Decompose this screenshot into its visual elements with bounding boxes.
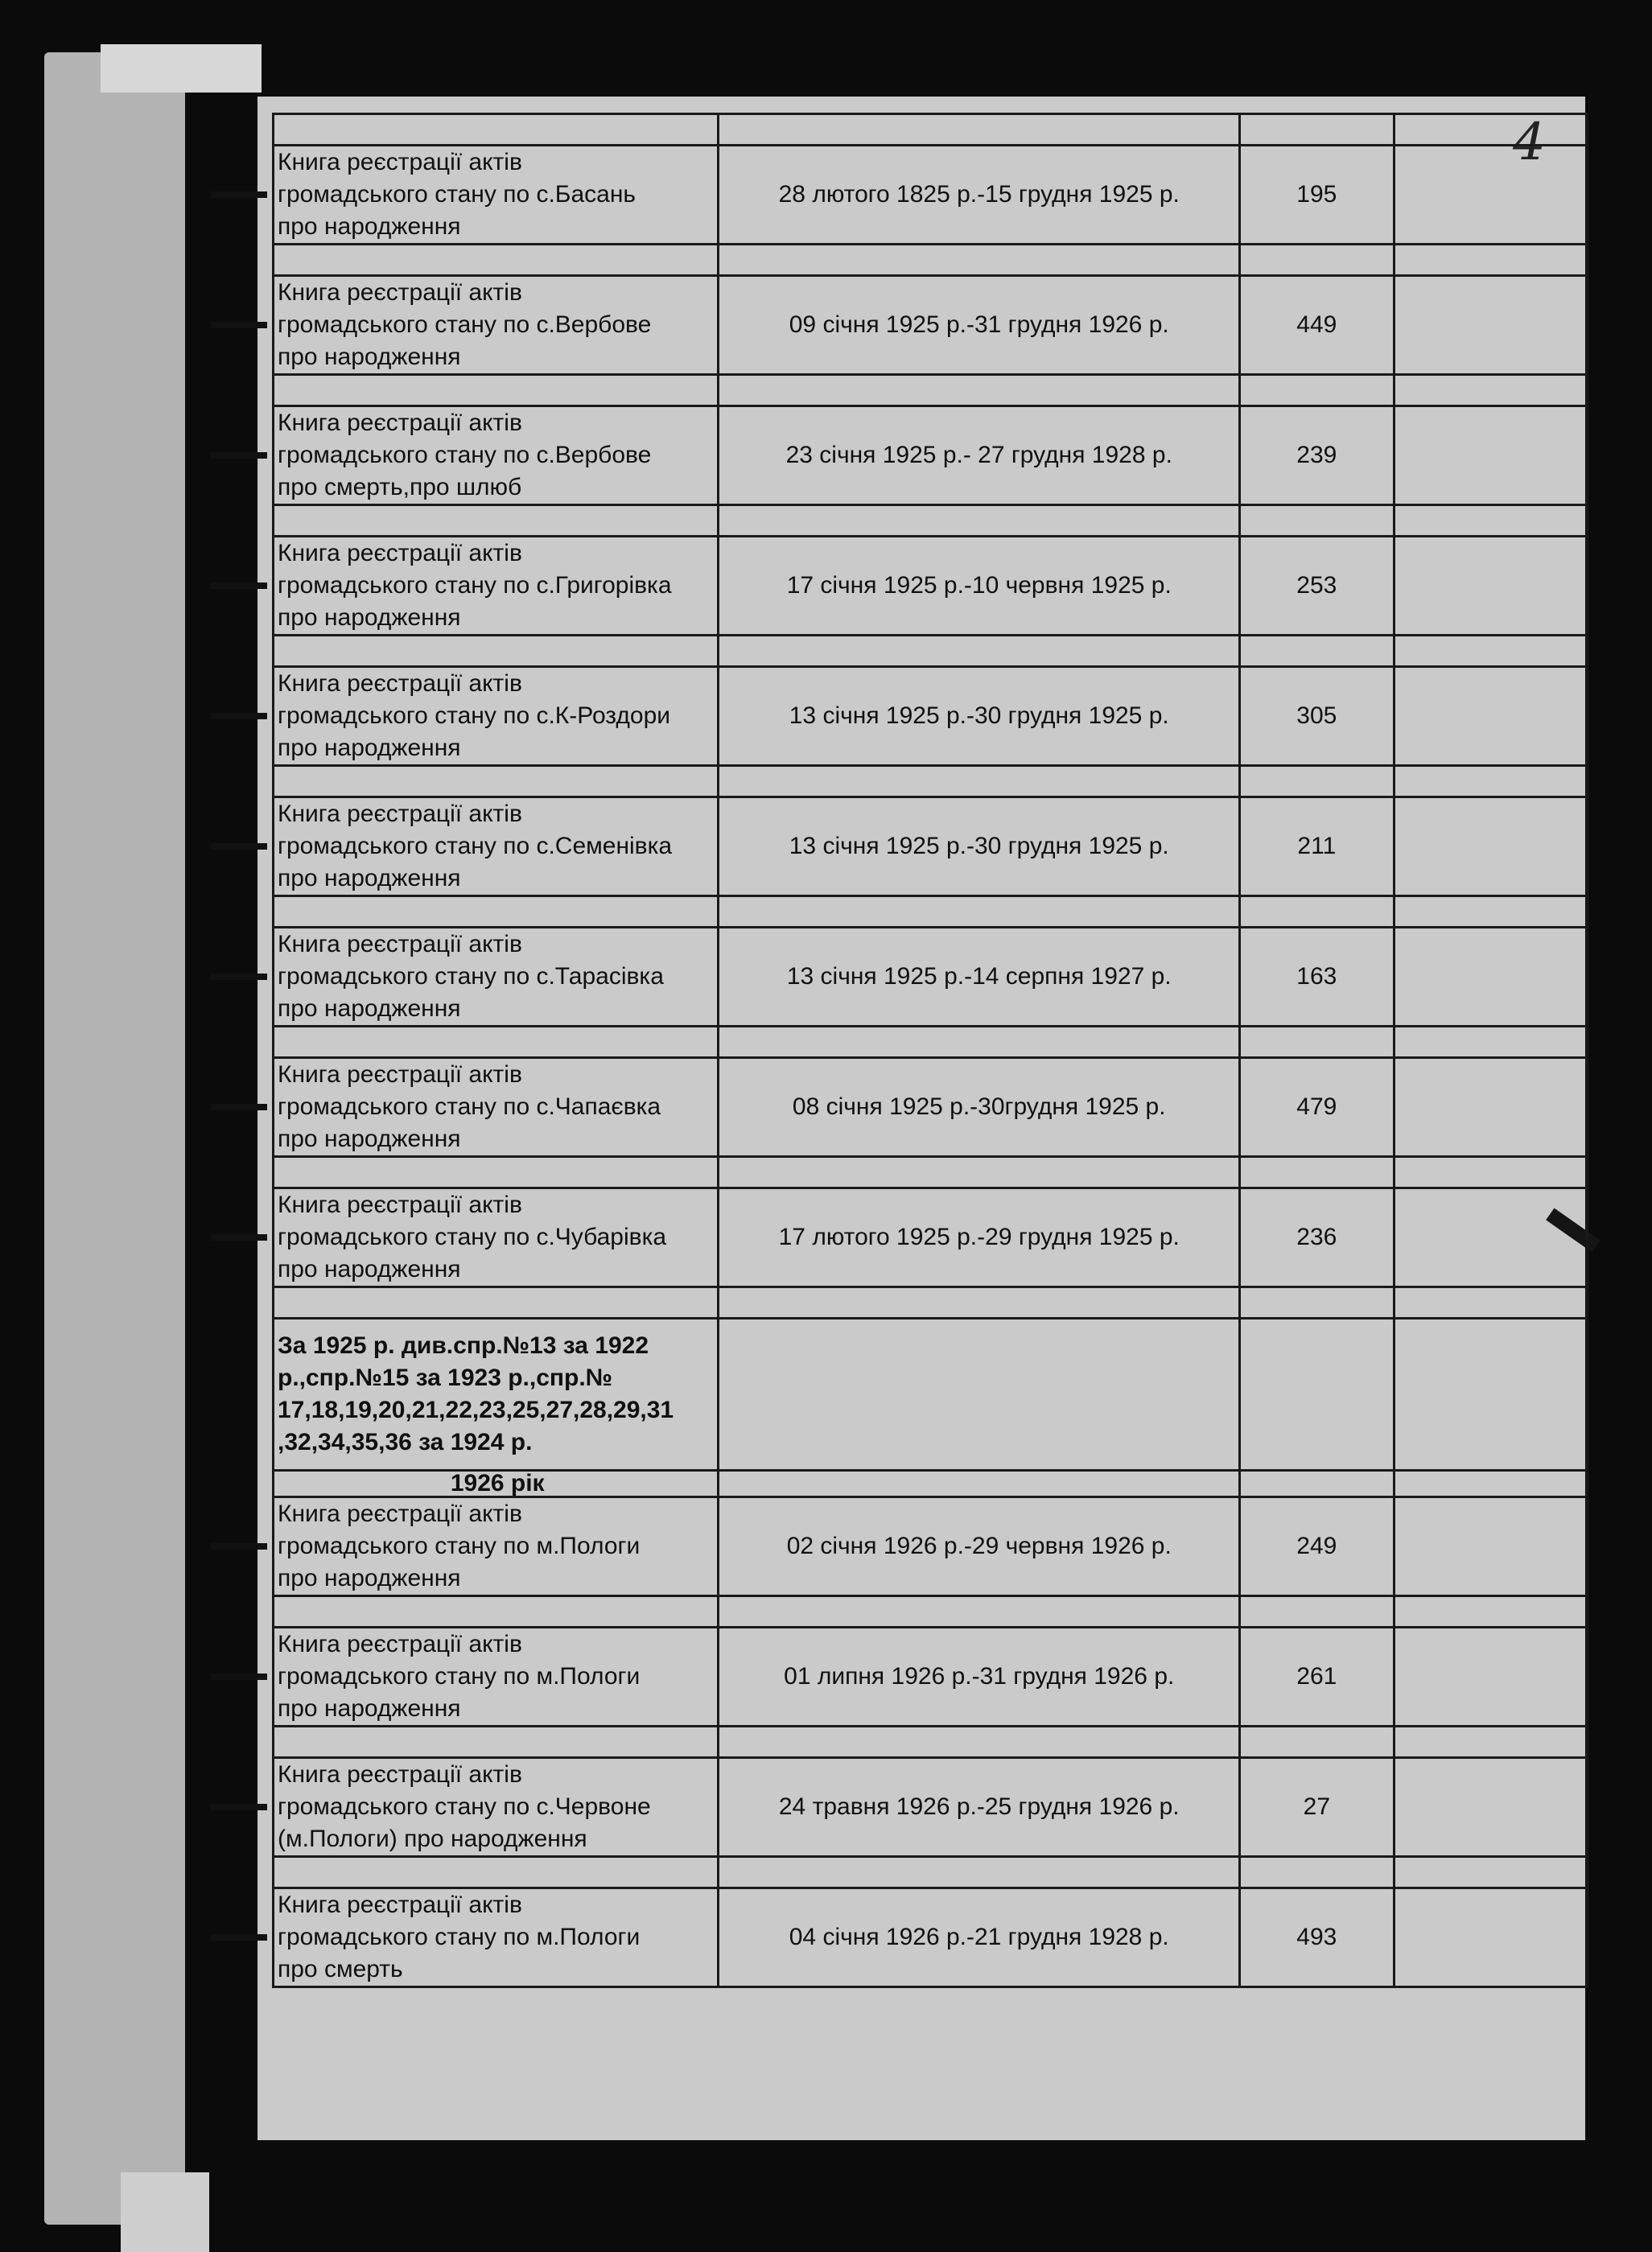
page-count: 305 — [1240, 667, 1394, 766]
rolled-document-edge — [44, 52, 185, 2225]
binding-shadow — [211, 191, 267, 198]
binding-shadow — [211, 713, 267, 719]
empty-cell — [1394, 1471, 1587, 1497]
spacer-row — [274, 114, 1588, 146]
binding-shadow — [211, 1543, 267, 1550]
binding-shadow — [211, 1804, 267, 1810]
empty-cell — [1240, 896, 1394, 928]
notes-cell — [1394, 1758, 1587, 1857]
empty-cell — [1394, 505, 1587, 537]
notes-cell — [1394, 797, 1587, 896]
empty-cell — [274, 1727, 719, 1758]
empty-cell — [274, 1027, 719, 1058]
binding-shadow — [211, 1934, 267, 1941]
empty-cell — [274, 1857, 719, 1888]
book-title: Книга реєстрації актів громадського стану по с.Вербове про народження — [274, 276, 719, 375]
book-title: Книга реєстрації актів громадського стану по с.Червоне (м.Пологи) про народження — [274, 1758, 719, 1857]
empty-cell — [1240, 1727, 1394, 1758]
empty-cell — [1394, 636, 1587, 667]
notes-cell — [1394, 928, 1587, 1027]
empty-cell — [719, 1857, 1240, 1888]
cross-reference-note: За 1925 р. див.спр.№13 за 1922 р.,спр.№15 за 1923 р.,спр.№ 17,18,19,20,21,22,23,25,27,28,29,31 ,32,34,35,36 за 1924 р. — [274, 1319, 719, 1471]
notes-cell — [1394, 146, 1587, 245]
notes-cell — [1394, 276, 1587, 375]
notes-cell — [1394, 667, 1587, 766]
empty-cell — [1240, 1319, 1394, 1471]
year-heading: 1926 рік — [274, 1471, 719, 1497]
page-count: 249 — [1240, 1497, 1394, 1596]
empty-cell — [1394, 1027, 1587, 1058]
date-range: 02 січня 1926 р.-29 червня 1926 р. — [719, 1497, 1240, 1596]
book-title: Книга реєстрації актів громадського стану по м.Пологи про народження — [274, 1497, 719, 1596]
date-range: 13 січня 1925 р.-30 грудня 1925 р. — [719, 667, 1240, 766]
empty-cell — [1394, 766, 1587, 797]
empty-cell — [719, 1596, 1240, 1628]
notes-cell — [1394, 406, 1587, 505]
date-range: 04 січня 1926 р.-21 грудня 1928 р. — [719, 1888, 1240, 1987]
empty-cell — [274, 1596, 719, 1628]
empty-cell — [719, 1027, 1240, 1058]
empty-cell — [274, 1287, 719, 1319]
empty-cell — [274, 1157, 719, 1188]
book-title: Книга реєстрації актів громадського стану по с.Григорівка про народження — [274, 537, 719, 636]
page-count: 239 — [1240, 406, 1394, 505]
notes-cell — [1394, 1188, 1587, 1287]
empty-cell — [719, 636, 1240, 667]
table-row — [274, 1058, 1588, 1157]
notes-cell — [1394, 1888, 1587, 1987]
book-title: Книга реєстрації актів громадського стану по м.Пологи про смерть — [274, 1888, 719, 1987]
empty-cell — [1240, 245, 1394, 276]
empty-cell — [274, 896, 719, 928]
binding-shadow — [211, 1104, 267, 1110]
empty-cell — [1394, 1727, 1587, 1758]
empty-cell — [719, 1319, 1240, 1471]
spacer-row — [274, 1287, 1588, 1319]
book-title: Книга реєстрації актів громадського стану по с.К-Роздори про народження — [274, 667, 719, 766]
register-table — [272, 113, 1588, 1988]
empty-cell — [719, 245, 1240, 276]
spacer-row — [274, 1596, 1588, 1628]
date-range: 01 липня 1926 р.-31 грудня 1926 р. — [719, 1628, 1240, 1727]
empty-cell — [719, 1727, 1240, 1758]
date-range: 08 січня 1925 р.-30грудня 1925 р. — [719, 1058, 1240, 1157]
book-title: Книга реєстрації актів громадського стану по с.Чапаєвка про народження — [274, 1058, 719, 1157]
empty-cell — [1240, 114, 1394, 146]
empty-cell — [1240, 1157, 1394, 1188]
date-range: 24 травня 1926 р.-25 грудня 1926 р. — [719, 1758, 1240, 1857]
page-count: 195 — [1240, 146, 1394, 245]
page-count: 163 — [1240, 928, 1394, 1027]
book-title: Книга реєстрації актів громадського стану по с.Тарасівка про народження — [274, 928, 719, 1027]
date-range: 17 лютого 1925 р.-29 грудня 1925 р. — [719, 1188, 1240, 1287]
table-row — [274, 1497, 1588, 1596]
empty-cell — [719, 1157, 1240, 1188]
date-range: 09 січня 1925 р.-31 грудня 1926 р. — [719, 276, 1240, 375]
spacer-row — [274, 1157, 1588, 1188]
empty-cell — [274, 245, 719, 276]
empty-cell — [719, 766, 1240, 797]
notes-cell — [1394, 1628, 1587, 1727]
empty-cell — [1240, 505, 1394, 537]
book-title: Книга реєстрації актів громадського стану по с.Вербове про смерть,про шлюб — [274, 406, 719, 505]
page-count: 27 — [1240, 1758, 1394, 1857]
book-title: Книга реєстрації актів громадського стану по с.Басань про народження — [274, 146, 719, 245]
date-range: 17 січня 1925 р.-10 червня 1925 р. — [719, 537, 1240, 636]
notes-cell — [1394, 1058, 1587, 1157]
empty-cell — [1394, 1157, 1587, 1188]
binding-shadow — [211, 1674, 267, 1680]
empty-cell — [274, 766, 719, 797]
spacer-row — [274, 896, 1588, 928]
notes-cell — [1394, 1497, 1587, 1596]
empty-cell — [1240, 1596, 1394, 1628]
empty-cell — [1240, 1857, 1394, 1888]
page-count: 236 — [1240, 1188, 1394, 1287]
empty-cell — [1240, 1027, 1394, 1058]
table-row — [274, 667, 1588, 766]
spacer-row — [274, 636, 1588, 667]
empty-cell — [1394, 896, 1587, 928]
empty-cell — [719, 505, 1240, 537]
notes-cell — [1394, 537, 1587, 636]
page-number: 4 — [1513, 113, 1546, 172]
spacer-row — [274, 505, 1588, 537]
empty-cell — [274, 636, 719, 667]
page-count: 211 — [1240, 797, 1394, 896]
binding-bottom — [121, 2172, 209, 2252]
table-row — [274, 146, 1588, 245]
empty-cell — [719, 375, 1240, 406]
table-row — [274, 1888, 1588, 1987]
table-row — [274, 928, 1588, 1027]
binding-shadow — [211, 583, 267, 589]
binding-shadow — [211, 843, 267, 850]
table-row — [274, 1758, 1588, 1857]
page-count: 449 — [1240, 276, 1394, 375]
empty-cell — [719, 1287, 1240, 1319]
empty-cell — [274, 375, 719, 406]
empty-cell — [1394, 1319, 1587, 1471]
binding-shadow — [211, 1234, 267, 1241]
spacer-row — [274, 375, 1588, 406]
table-row — [274, 537, 1588, 636]
spacer-row — [274, 245, 1588, 276]
empty-cell — [719, 114, 1240, 146]
table-row — [274, 406, 1588, 505]
date-range: 28 лютого 1825 р.-15 грудня 1925 р. — [719, 146, 1240, 245]
book-title: Книга реєстрації актів громадського стану по с.Чубарівка про народження — [274, 1188, 719, 1287]
empty-cell — [1394, 1596, 1587, 1628]
table-row — [274, 1628, 1588, 1727]
spacer-row — [274, 1027, 1588, 1058]
date-range: 23 січня 1925 р.- 27 грудня 1928 р. — [719, 406, 1240, 505]
note-row — [274, 1319, 1588, 1471]
empty-cell — [1394, 1857, 1587, 1888]
table-row — [274, 1188, 1588, 1287]
empty-cell — [1240, 766, 1394, 797]
binding-shadow — [211, 974, 267, 980]
date-range: 13 січня 1925 р.-14 серпня 1927 р. — [719, 928, 1240, 1027]
spacer-row — [274, 1727, 1588, 1758]
empty-cell — [1240, 1287, 1394, 1319]
empty-cell — [274, 505, 719, 537]
book-title: Книга реєстрації актів громадського стану по с.Семенівка про народження — [274, 797, 719, 896]
book-title: Книга реєстрації актів громадського стану по м.Пологи про народження — [274, 1628, 719, 1727]
page-count: 253 — [1240, 537, 1394, 636]
empty-cell — [1394, 245, 1587, 276]
year-heading-row — [274, 1471, 1588, 1497]
empty-cell — [1394, 114, 1587, 146]
spacer-row — [274, 766, 1588, 797]
empty-cell — [1394, 375, 1587, 406]
empty-cell — [1240, 636, 1394, 667]
page-count: 261 — [1240, 1628, 1394, 1727]
empty-cell — [719, 1471, 1240, 1497]
table-row — [274, 797, 1588, 896]
page-count: 493 — [1240, 1888, 1394, 1987]
date-range: 13 січня 1925 р.-30 грудня 1925 р. — [719, 797, 1240, 896]
binding-shadow — [211, 452, 267, 459]
page-count: 479 — [1240, 1058, 1394, 1157]
empty-cell — [1240, 375, 1394, 406]
binding-top — [101, 44, 262, 93]
spacer-row — [274, 1857, 1588, 1888]
empty-cell — [1240, 1471, 1394, 1497]
empty-cell — [719, 896, 1240, 928]
table-row — [274, 276, 1588, 375]
empty-cell — [1394, 1287, 1587, 1319]
binding-shadow — [211, 322, 267, 328]
empty-cell — [274, 114, 719, 146]
